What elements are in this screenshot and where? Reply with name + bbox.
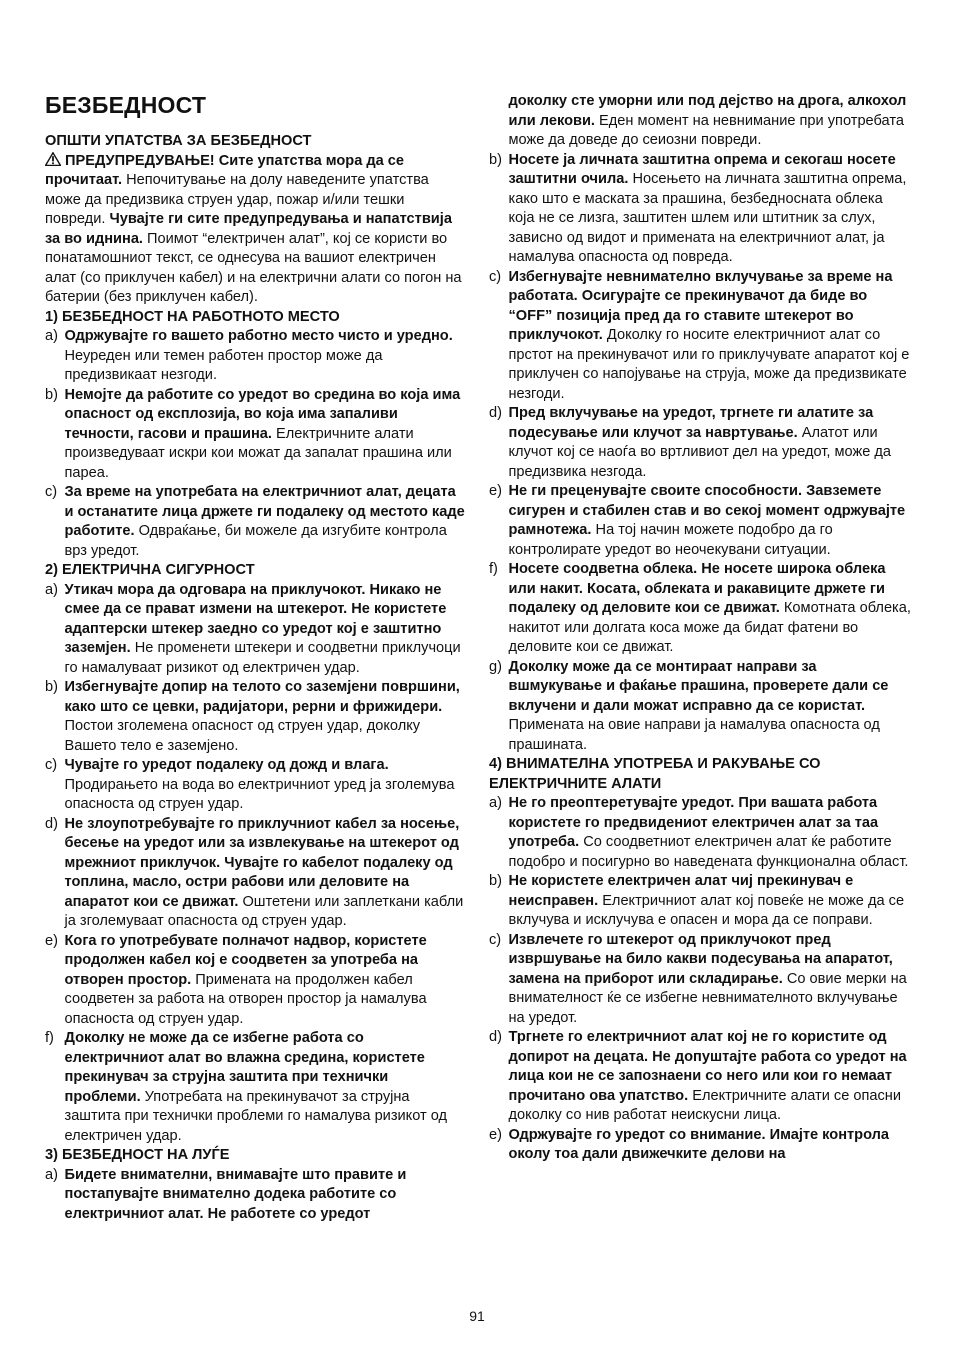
list-item [489, 151, 911, 268]
item-body: Неуреден или темен работен простор може да предизвикаат незгоди. [64, 347, 383, 383]
item-body: Употребата на прекинувачот за струјна заштита при технички проблеми го намалува ризикот од електричен удар. [64, 1088, 448, 1144]
item-text [509, 482, 912, 560]
item-text [65, 483, 466, 561]
list-item [489, 1126, 911, 1165]
item-text [509, 92, 912, 151]
item-label: c) [45, 757, 58, 773]
list-item [489, 560, 911, 658]
list-item [489, 482, 911, 560]
item-label: e) [489, 1126, 502, 1143]
item-bold: Кога го употребувате полначот надвор, користете продолжен кабел кој е соодветен за употреба на отворен простор. [64, 932, 427, 988]
warning-paragraph [45, 152, 465, 308]
warning-bold-1: ПРЕДУПРЕДУВАЊЕ! Сите упатства мора да се прочитаат. [45, 152, 405, 188]
item-label: a) [489, 795, 502, 811]
item-body: Електричниот алат кој повеќе не може да се вклучува и исклучува е опасен и мора да се поправи. [508, 892, 905, 928]
item-label: d) [489, 1029, 502, 1045]
item-body: Електричните алати се опасни доколку со нив работат неискусни лица. [508, 1087, 902, 1123]
left-column [45, 92, 465, 1224]
page-number: 91 [469, 1308, 485, 1324]
list-item [45, 581, 465, 679]
item-bold: Бидете внимателни, внимавајте што правите и постапувајте внимателно додека работите со електричниот алат. Не работете со уредот [64, 1166, 407, 1222]
list-item [45, 386, 465, 484]
item-text [509, 1126, 912, 1165]
item-text [65, 1029, 466, 1146]
item-bold: Одржувајте го вашето работно место чисто и уредно. [64, 328, 453, 344]
item-text [65, 678, 466, 756]
warning-text-2: Поимот “електричен алат”, кој се користи во понатамошниот текст, се однесува на вашиот електричен алат (со приклучен кабел) и на електрични алати со погон на батерии (без приклучен кабел). [45, 230, 462, 305]
item-body: Постои зголемена опасност од струен удар, доколку Вашето тело е заземјено. [64, 718, 421, 754]
warning-triangle-icon [45, 152, 61, 166]
item-label: e) [45, 932, 58, 949]
item-label: f) [45, 1030, 54, 1046]
warning-text-1: Непочитување на долу наведените упатства може да предизвика струен удар, пожар и/или тешки повреди. [45, 172, 429, 227]
item-bold: Утикач мора да одговара на приклучокот. Никако не смее да се прават измени на штекерот. Не користете адаптерски штекер заедно со уредот кој е заштитно заземјен. [64, 581, 447, 656]
item-body: Електричните алати произведуваат искри кои можат да запалат прашина или пареа. [64, 425, 452, 481]
list-item-continued [489, 92, 911, 151]
page-title: БЕЗБЕДНОСТ [45, 92, 207, 118]
list-item [489, 404, 911, 482]
item-label: d) [45, 815, 58, 832]
section-heading-tool-use: 4) ВНИМАТЕЛНА УПОТРЕБА И РАКУВАЊЕ СО ЕЛЕКТРИЧНИТЕ АЛАТИ [489, 756, 821, 792]
right-column [489, 92, 911, 1165]
item-body: Продирањето на вода во електричниот уред ја зголемува опасноста од струен удар. [64, 776, 455, 812]
list-item [45, 932, 465, 1030]
item-body: Носењето на личната заштитна опрема, како што е маската за прашина, безбедносната облека која не се лизга, заштитен шлем или штитник за слух, зависно од видот и примената на електричниот алат, ја намалува опасноста од повреда. [508, 171, 907, 265]
section-heading-electrical: 2) ЕЛЕКТРИЧНА СИГУРНОСТ [45, 562, 255, 578]
list-item [45, 1029, 465, 1146]
item-body: Со соодветниот електричен алат ќе работите подобро и посигурно во наведената функционална област. [508, 834, 909, 870]
personal-list [489, 151, 911, 756]
item-label: a) [45, 581, 58, 598]
tool-use-list [489, 794, 911, 1165]
item-label: f) [489, 561, 498, 577]
section-heading-personal: 3) БЕЗБЕДНОСТ НА ЛУЃЕ [45, 1147, 230, 1163]
electrical-list [45, 581, 465, 1147]
item-text [509, 151, 912, 268]
item-bold: Не користете електричен алат чиј прекинувач е неисправен. [508, 873, 854, 909]
item-bold: Одржувајте го уредот со внимание. Имајте контрола околу тоа дали движечките делови на [508, 1126, 890, 1162]
item-text [65, 327, 466, 386]
list-item [489, 931, 911, 1029]
item-bold: Не ги преценувајте своите способности. Завземете сигурен и стабилен став и во секој момент одржувајте рамнотежа. [508, 483, 906, 538]
item-label: b) [489, 151, 502, 168]
item-label: c) [45, 484, 58, 500]
item-text [65, 756, 466, 815]
item-body: Примената на овие направи ја намалува опасноста од прашината. [508, 717, 880, 753]
section-heading-work-area: 1) БЕЗБЕДНОСТ НА РАБОТНОТО МЕСТО [45, 308, 340, 325]
item-label: c) [489, 268, 502, 285]
item-label: g) [489, 658, 502, 675]
list-item [489, 658, 911, 756]
item-bold: Доколку може да се монтираат направи за вшмукување и фаќање прашина, проверете дали се вклучени и дали можат исправно да се користат. [508, 658, 889, 714]
item-label: e) [489, 483, 502, 499]
item-text [65, 932, 466, 1030]
item-text [509, 1028, 912, 1126]
list-item [489, 794, 911, 872]
item-label: c) [489, 931, 502, 948]
item-bold: Не го преоптеретувајте уредот. При вашата работа користете го предвидениот електричен алат за таа употреба. [508, 795, 879, 850]
item-body: Не променети штекери и соодветни приклучоци го намалуваат ризикот од електричен удар. [64, 640, 461, 676]
item-text [509, 794, 912, 872]
warning-bold-2: Чувајте ги сите предупредувања и напатствија за во иднина. [45, 211, 452, 247]
item-bold: Не злоупотребувајте го приклучниот кабел за носење, бесење на уредот или за извлекување на штекерот од мрежниот приклучок. Чувајте го кабелот подалеку од топлина, масло, остри рабови или деловите на апаратот кои се движат. [64, 815, 460, 910]
item-label-spacer [489, 92, 509, 151]
item-label: a) [45, 328, 58, 344]
item-body: Оштетени или заплеткани кабли ја зголемуваат опасноста од струен удар. [64, 893, 464, 929]
item-bold: Пред вклучување на уредот, тргнете ги алатите за подесување или клучот за навртување. [508, 405, 874, 441]
item-bold: Извлечете го штекерот од приклучокот пред извршување на било какви подесувања на апаратот, замена на приборот или складирање. [508, 931, 893, 987]
item-bold: Тргнете го електричниот алат кој не го користите од допирот на децата. Не допуштајте работа со уредот на лица кои не се запознаени со него или кои го немаат прочитано ова упатство. [508, 1029, 907, 1104]
item-text [509, 404, 912, 482]
item-bold: Носете ја личната заштитна опрема и секогаш носете заштитни очила. [508, 151, 896, 187]
item-body: Комотната облека, накитот или долгата коса може да бидат фатени во деловите кои се движат. [508, 600, 911, 655]
item-bold: Носете соодветна облека. Не носете широка облека или накит. Косата, облеката и ракавиците држете ги подалеку од деловите кои се движат. [508, 561, 886, 616]
list-item [45, 327, 465, 386]
item-body: Одвраќање, би можеле да изгубите контрола врз уредот. [64, 523, 447, 559]
list-item [489, 1028, 911, 1126]
item-body: Еден момент на невнимание при употребата може да доведе до сеиозни повреди. [508, 112, 904, 148]
item-label: b) [45, 386, 58, 403]
item-bold: доколку сте уморни или под дејство на дрога, алкохол или лекови. [508, 93, 907, 129]
item-body: На тој начин можете подобро да го контролирате уредот во неочекувани ситуации. [508, 522, 833, 558]
item-bold: Чувајте го уредот подалеку од дожд и влага. [64, 757, 389, 773]
item-text [65, 815, 466, 932]
item-text [509, 268, 912, 405]
item-label: d) [489, 405, 502, 421]
item-text [509, 872, 912, 931]
item-bold: Избегнувајте допир на телото со заземјени површини, како што се цевки, радијатори, рерни и фрижидери. [64, 679, 460, 715]
item-body: Со овие мерки на внимателност ќе се избегне невнимателното вклучување на уредот. [508, 970, 907, 1026]
item-label: a) [45, 1166, 58, 1183]
section-subtitle: ОПШТИ УПАТСТВА ЗА БЕЗБЕДНОСТ [45, 133, 312, 149]
list-item [489, 872, 911, 931]
item-bold: Немојте да работите со уредот во средина во која има опасност од експлозија, во која има запаливи течности, гасови и прашина. [64, 386, 461, 442]
item-bold: Доколку не може да се избегне работа со електричниот алат во влажна средина, користете прекинувач за струјна заштита при технички проблеми. [64, 1030, 425, 1105]
list-item [45, 483, 465, 561]
item-text [509, 658, 912, 756]
item-text [509, 560, 912, 658]
item-text [509, 931, 912, 1029]
list-item [45, 756, 465, 815]
list-item [45, 815, 465, 932]
item-text [65, 1166, 466, 1225]
list-item [489, 268, 911, 405]
item-body: Доколку го носите електричниот алат со прстот на прекинувачот или го приклучувате апаратот кој е приклучен со напојување на струја, може да предизвикате незгоди. [508, 327, 910, 402]
item-label: b) [45, 679, 58, 695]
item-text [65, 386, 466, 484]
list-item [45, 1166, 465, 1225]
item-bold: Избегнувајте невнимателно вклучување за време на работата. Осигурајте се прекинувачот да биде во “OFF” позиција пред да го ставите штекерот во приклучокот. [508, 268, 893, 343]
item-label: b) [489, 873, 502, 889]
item-body: Алатот или клучот кој се наоѓа во вртливиот дел на уредот, може да предизвика незгода. [508, 424, 892, 480]
list-item [45, 678, 465, 756]
item-bold: За време на употребата на електричниот алат, децата и останатите лица држете ги подалеку од местото каде работите. [64, 484, 465, 539]
item-body: Примената на продолжен кабел соодветен за работа на отворен простор ја намалува опасноста од струен удар. [64, 971, 427, 1027]
item-text [65, 581, 466, 679]
work-area-list [45, 327, 465, 561]
